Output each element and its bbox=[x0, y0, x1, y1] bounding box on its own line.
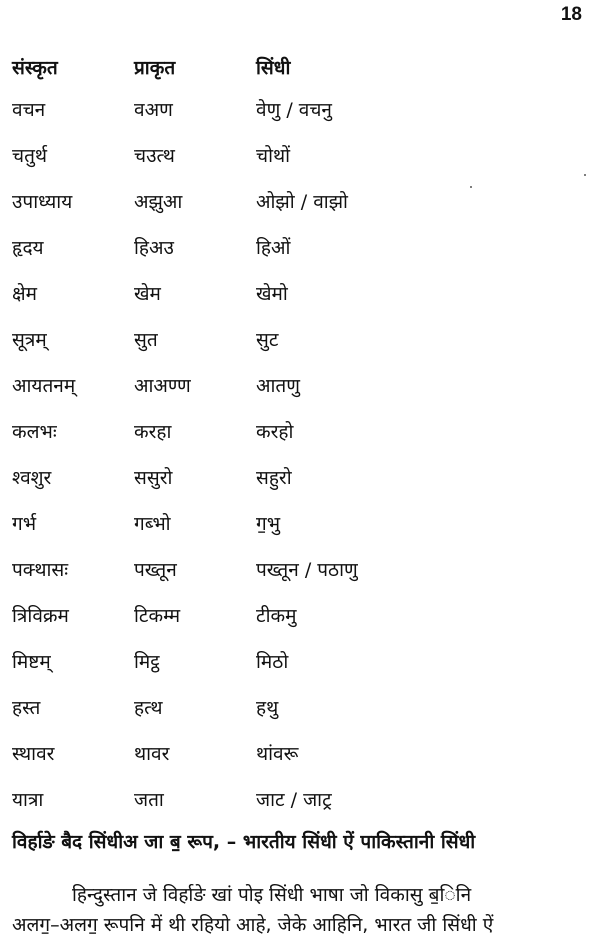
body-paragraph bbox=[12, 880, 592, 940]
cell-prakrit: सुत bbox=[134, 329, 158, 351]
table-row bbox=[12, 362, 572, 408]
cell-prakrit: थावर bbox=[134, 743, 170, 765]
stray-dot-mark bbox=[584, 174, 586, 176]
cell-sanskrit: स्थावर bbox=[12, 743, 55, 765]
cell-prakrit: टिकम्म bbox=[134, 605, 181, 627]
cell-sanskrit: श्वशुर bbox=[12, 467, 52, 489]
section-heading: विर्हाङे बैद सिंधीअ जा ब॒ रूप, – भारतीय सिंधी ऐं पाकिस्तानी सिंधी bbox=[12, 831, 476, 853]
cell-prakrit: वअण bbox=[134, 99, 173, 121]
cell-prakrit: हत्थ bbox=[134, 697, 163, 719]
cell-sindhi: मिठो bbox=[256, 651, 289, 673]
cell-prakrit: करहा bbox=[134, 421, 172, 443]
table-row bbox=[12, 224, 572, 270]
cell-sindhi: ग॒भु bbox=[256, 513, 281, 535]
cell-sanskrit: उपाध्याय bbox=[12, 191, 73, 213]
cell-prakrit: मिट्ठ bbox=[134, 651, 160, 673]
cell-prakrit: खेम bbox=[134, 283, 161, 305]
cell-sindhi: हिओं bbox=[256, 237, 291, 259]
cell-sindhi: जाट / जाट्र bbox=[256, 789, 332, 811]
cell-sanskrit: वचन bbox=[12, 99, 46, 121]
cell-prakrit: हिअउ bbox=[134, 237, 174, 259]
cell-sindhi: थांवरू bbox=[256, 743, 299, 765]
cell-sindhi: चोथों bbox=[256, 145, 291, 167]
table-row bbox=[12, 638, 572, 684]
cell-sanskrit: गर्भ bbox=[12, 513, 37, 535]
cell-sanskrit: पक्थासः bbox=[12, 559, 69, 581]
cell-prakrit: आअण्ण bbox=[134, 375, 191, 397]
cell-sanskrit: त्रिविक्रम bbox=[12, 605, 69, 627]
cell-prakrit: जता bbox=[134, 789, 164, 811]
cell-sindhi: खेमो bbox=[256, 283, 288, 305]
cell-prakrit: अझुआ bbox=[134, 191, 183, 213]
table-row bbox=[12, 500, 572, 546]
word-comparison-table bbox=[12, 54, 572, 822]
cell-sindhi: आतणु bbox=[256, 375, 300, 397]
table-row bbox=[12, 270, 572, 316]
table-row bbox=[12, 408, 572, 454]
cell-sindhi: वेणु / वचनु bbox=[256, 99, 332, 121]
cell-sindhi: करहो bbox=[256, 421, 294, 443]
cell-prakrit: ससुरो bbox=[134, 467, 173, 489]
cell-sindhi: पख्तून / पठाणु bbox=[256, 559, 358, 581]
column-header-sanskrit: संस्कृत bbox=[12, 57, 58, 79]
table-header-row bbox=[12, 54, 572, 86]
table-row bbox=[12, 454, 572, 500]
cell-sanskrit: क्षेम bbox=[12, 283, 37, 305]
cell-sindhi: ओझो / वाझो bbox=[256, 191, 348, 213]
cell-sanskrit: आयतनम् bbox=[12, 375, 76, 397]
cell-sanskrit: यात्रा bbox=[12, 789, 44, 811]
stray-dot-mark bbox=[470, 186, 472, 188]
paragraph-line: हिन्दुस्तान जे विर्हाङे खां पोइ सिंधी भाषा जो विकासु ब॒िनि bbox=[72, 884, 472, 906]
cell-sindhi: टीकमु bbox=[256, 605, 297, 627]
table-row bbox=[12, 776, 572, 822]
table-row bbox=[12, 730, 572, 776]
column-header-prakrit: प्राकृत bbox=[134, 57, 176, 79]
cell-sanskrit: हृदय bbox=[12, 237, 44, 259]
table-body bbox=[12, 86, 572, 822]
cell-sanskrit: कलभः bbox=[12, 421, 57, 443]
cell-sanskrit: मिष्टम् bbox=[12, 651, 51, 673]
cell-prakrit: गब्भो bbox=[134, 513, 171, 535]
table-row bbox=[12, 316, 572, 362]
cell-sindhi: हथु bbox=[256, 697, 279, 719]
table-row bbox=[12, 178, 572, 224]
cell-prakrit: चउत्थ bbox=[134, 145, 175, 167]
table-row bbox=[12, 86, 572, 132]
cell-sindhi: सहुरो bbox=[256, 467, 292, 489]
cell-sindhi: सुट bbox=[256, 329, 279, 351]
cell-sanskrit: चतुर्थ bbox=[12, 145, 48, 167]
cell-sanskrit: सूत्रम् bbox=[12, 329, 47, 351]
cell-sanskrit: हस्त bbox=[12, 697, 41, 719]
paragraph-line: अलग॒–अलग॒ रूपनि में थी रहियो आहे, जेके आहिनि, भारत जी सिंधी ऐं bbox=[12, 914, 494, 936]
page-number: 18 bbox=[560, 4, 582, 25]
table-row bbox=[12, 684, 572, 730]
column-header-sindhi: सिंधी bbox=[256, 57, 291, 79]
cell-prakrit: पख्तून bbox=[134, 559, 177, 581]
table-row bbox=[12, 546, 572, 592]
table-row bbox=[12, 132, 572, 178]
table-row bbox=[12, 592, 572, 638]
